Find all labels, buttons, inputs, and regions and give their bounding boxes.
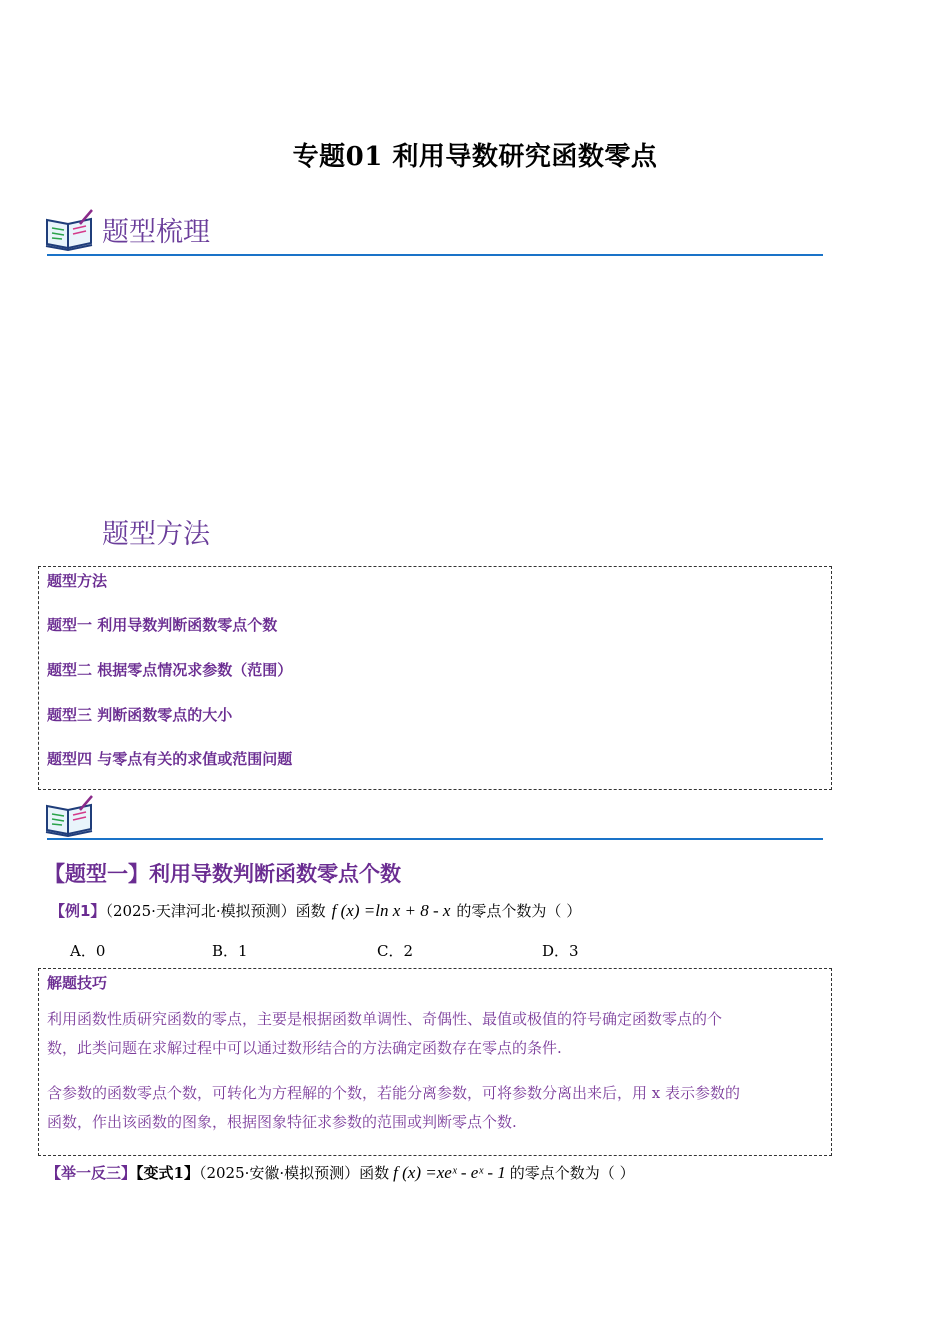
methods-box-title: 题型方法 bbox=[47, 572, 108, 590]
tip-line: 含参数的函数零点个数，可转化为方程解的个数，若能分离参数，可将参数分离出来后，用 x 表示参数的 bbox=[47, 1084, 741, 1102]
variant-source: （2025·安徽·模拟预测）函数 bbox=[198, 1164, 390, 1182]
tips-box bbox=[38, 968, 832, 1156]
example-tag: 【例1】 bbox=[50, 902, 106, 920]
book-icon bbox=[44, 208, 96, 256]
variant-formula: f (x) =xeˣ - eˣ - 1 bbox=[393, 1163, 506, 1182]
example-source: （2025·天津河北·模拟预测）函数 bbox=[105, 902, 326, 920]
method-item-4[interactable]: 题型四 与零点有关的求值或范围问题 bbox=[47, 750, 293, 768]
variant-tag: 【举一反三】 bbox=[46, 1164, 137, 1182]
tip-line: 利用函数性质研究函数的零点，主要是根据函数单调性、奇偶性、最值或极值的符号确定函数零点的个 bbox=[47, 1010, 723, 1028]
option-b[interactable]: B．1 bbox=[212, 942, 248, 960]
book-icon bbox=[44, 794, 96, 842]
tip-line: 数，此类问题在求解过程中可以通过数形结合的方法确定函数存在零点的条件. bbox=[47, 1039, 562, 1057]
example-1 bbox=[50, 900, 581, 921]
example-formula: f (x) =ln x + 8 - x bbox=[331, 901, 451, 920]
method-item-3[interactable]: 题型三 判断函数零点的大小 bbox=[47, 706, 233, 724]
option-d[interactable]: D．3 bbox=[542, 942, 579, 960]
method-item-1[interactable]: 题型一 利用导数判断函数零点个数 bbox=[47, 616, 278, 634]
section-divider bbox=[47, 254, 823, 256]
type-one-heading: 【题型一】利用导数判断函数零点个数 bbox=[44, 862, 401, 886]
variant-suffix: 的零点个数为（ ） bbox=[509, 1164, 635, 1182]
tip-paragraph-1 bbox=[47, 1005, 827, 1063]
method-item-2[interactable]: 题型二 根据零点情况求参数（范围） bbox=[47, 661, 293, 679]
tip-paragraph-2 bbox=[47, 1079, 827, 1137]
example-suffix: 的零点个数为（ ） bbox=[456, 902, 582, 920]
option-c[interactable]: C．2 bbox=[377, 942, 414, 960]
methods-box bbox=[38, 566, 832, 790]
section-divider bbox=[47, 838, 823, 840]
section-heading-overview: 题型梳理 bbox=[102, 217, 210, 248]
page-title: 专题01 利用导数研究函数零点 bbox=[292, 142, 658, 172]
tips-box-title: 解题技巧 bbox=[47, 974, 108, 992]
variant-1 bbox=[46, 1162, 635, 1183]
tip-line: 函数，作出该函数的图象，根据图象特征求参数的范围或判断零点个数. bbox=[47, 1113, 517, 1131]
section-heading-methods: 题型方法 bbox=[102, 519, 210, 550]
book-icon-svg bbox=[44, 794, 96, 838]
variant-label: 【变式1】 bbox=[136, 1164, 199, 1182]
option-a[interactable]: A．0 bbox=[70, 942, 106, 960]
book-icon-svg bbox=[44, 208, 96, 252]
